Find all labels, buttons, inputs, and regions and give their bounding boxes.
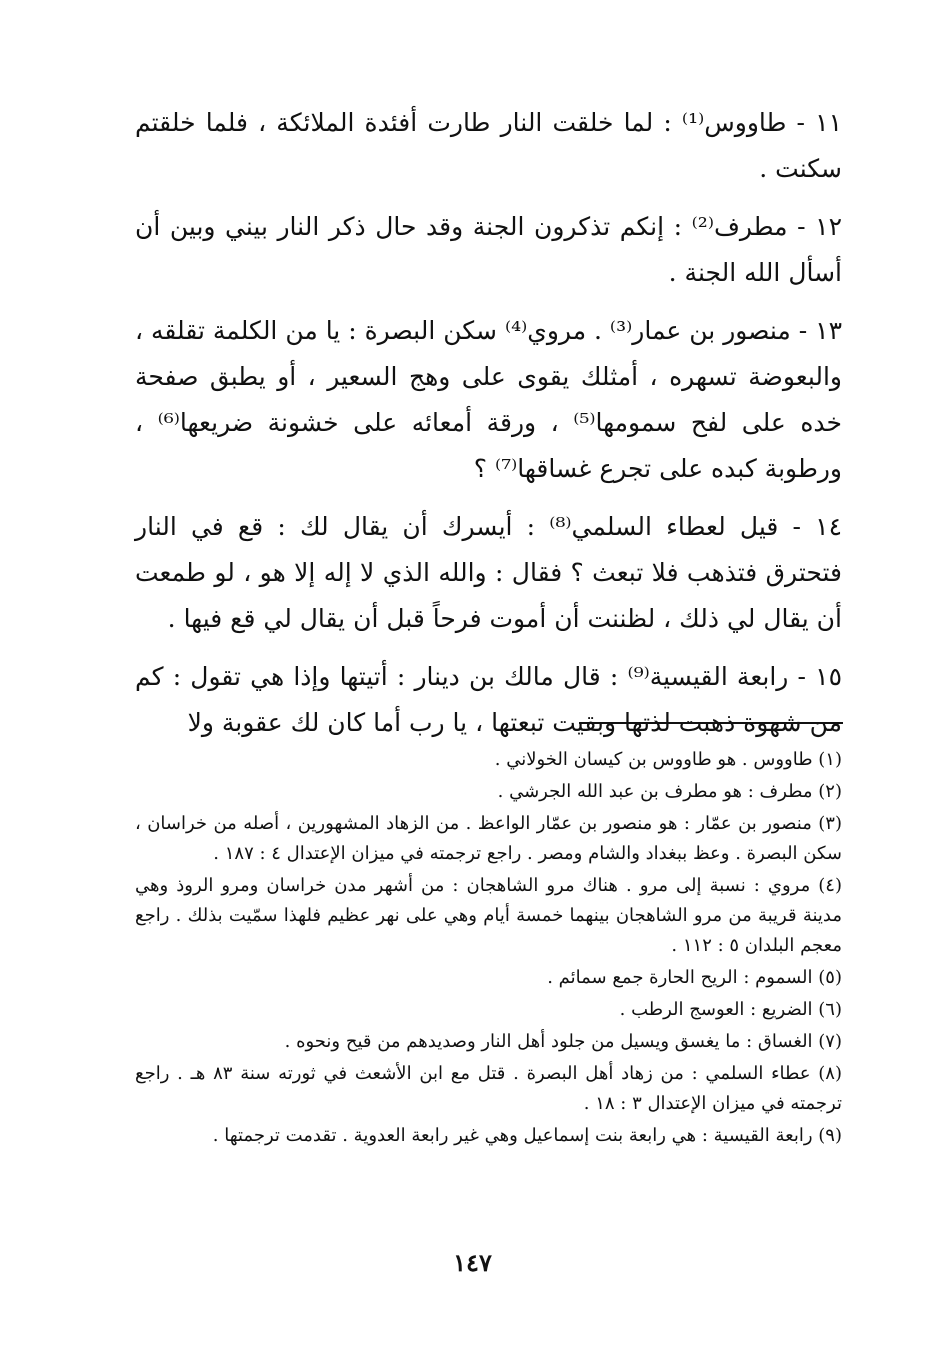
page-number: ١٤٧: [453, 1248, 492, 1277]
footnote-8: (٨) عطاء السلمي : من زهاد أهل البصرة . قتل مع ابن الأشعث في ثورته سنة ٨٣ هـ . راجع ترجمته في ميزان الإعتدال ٣ : ١٨ .: [135, 1063, 842, 1114]
footnote-6: (٦) الضريع : العوسج الرطب .: [619, 999, 842, 1020]
footnote-2: (٢) مطرف : هو مطرف بن عبد الله الجرشي .: [497, 781, 842, 802]
footnote-9: (٩) رابعة القيسية : هي رابعة بنت إسماعيل وهي غير رابعة العدوية . تقدمت ترجمتها .: [212, 1125, 842, 1146]
paragraph-12: ١٢ - مطرف⁽²⁾ : إنكم تذكرون الجنة وقد حال ذكر النار بيني وبين أن أسأل الله الجنة .: [135, 212, 842, 287]
footnote-1: (١) طاووس . هو طاووس بن كيسان الخولاني .: [494, 749, 842, 770]
footnotes: [135, 745, 842, 1153]
paragraph-13: ١٣ - منصور بن عمار⁽³⁾ . مروي⁽⁴⁾ سكن البصرة : يا من الكلمة تقلقه ، والبعوضة تسهره ، أمثلك يقوى على وهج السعير ، أو يطبق صفحة خده على لفح سمومها⁽⁵⁾ ، ورقة أمعائه على خشونة ضريعها⁽⁶⁾ ، ورطوبة كبده على تجرع غساقها⁽⁷⁾ ؟: [134, 316, 843, 483]
footnote-3: (٣) منصور بن عمّار : هو منصور بن عمّار الواعظ . من الزهاد المشهورين ، أصله من خراسان ، سكن البصرة . وعظ ببغداد والشام ومصر . راجع ترجمته في ميزان الإعتدال ٤ : ١٨٧ .: [135, 813, 842, 864]
footnote-5: (٥) السموم : الريح الحارة جمع سمائم .: [547, 967, 842, 988]
paragraph-11: ١١ - طاووس⁽¹⁾ : لما خلقت النار طارت أفئدة الملائكة ، فلما خلقتم سكنت .: [135, 108, 842, 183]
main-text: [135, 100, 842, 758]
paragraph-15: ١٥ - رابعة القيسية⁽⁹⁾ : قال مالك بن دينار : أتيتها وإذا هي تقول : كم من شهوة ذهبت لذتها وبقيت تبعتها ، يا رب أما كان لك عقوبة ولا: [135, 662, 843, 737]
footnote-4: (٤) مروي : نسبة إلى مرو . هناك مرو الشاهجان : من أشهر مدن خراسان ومرو الروذ وهي مدينة قريبة من مرو الشاهجان بينهما خمسة أيام وهي على نهر عظيم فلهذا سمّيت بذلك . راجع معجم البلدان ٥ : ١١٢ .: [135, 875, 842, 956]
footnote-divider: [579, 722, 843, 724]
footnote-7: (٧) الغساق : ما يغسق ويسيل من جلود أهل النار وصديدهم من قيح ونحوه .: [284, 1031, 842, 1052]
paragraph-14: ١٤ - قيل لعطاء السلمي⁽⁸⁾ : أيسرك أن يقال لك : قع في النار فتحترق فتذهب فلا تبعث ؟ فقال : والله الذي لا إله إلا هو ، لو طمعت أن يقال لي ذلك ، لظننت أن أموت فرحاً قبل أن يقال لي قع فيها .: [135, 512, 842, 633]
